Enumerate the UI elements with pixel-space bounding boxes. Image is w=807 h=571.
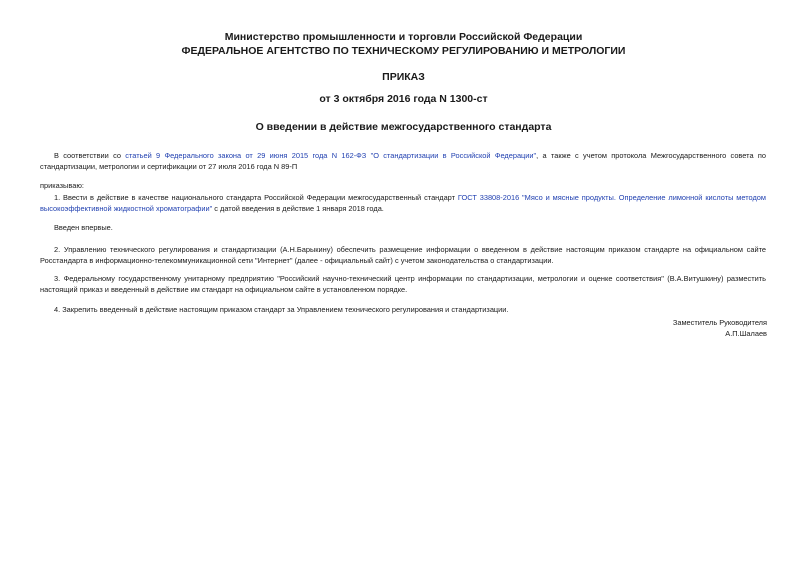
document-title: О введении в действие межгосударственного стандарта bbox=[255, 121, 552, 133]
preamble-suffix: , а также с учетом протокола Межгосударственного совета по стандартизации, метрологии и сертификации от 27 июля 2016 года N 89-П bbox=[40, 151, 766, 171]
preamble-paragraph bbox=[40, 150, 766, 172]
item-4-paragraph: 4. Закрепить введенный в действие настоящим приказом стандарт за Управлением технического регулирования и стандартизации. bbox=[54, 305, 509, 314]
document-date-number: от 3 октября 2016 года N 1300-ст bbox=[319, 93, 488, 105]
ministry-heading: Министерство промышленности и торговли Российской Федерации bbox=[224, 31, 583, 43]
item-1-prefix: 1. Ввести в действие в качестве национального стандарта Российской Федерации межгосударственный стандарт bbox=[54, 193, 458, 202]
item-1-paragraph bbox=[40, 192, 766, 214]
item-3-paragraph: 3. Федеральному государственному унитарному предприятию "Российский научно-технический центр информации по стандартизации, метрологии и оценке соответствия" (В.А.Витушкину) разместить настоящий приказ и введенный в действие им стандарт на официальном сайте в установленном порядке. bbox=[40, 274, 766, 294]
federal-law-link[interactable]: статьей 9 Федерального закона от 29 июня 2015 года N 162-ФЗ "О стандартизации в Российской Федерации" bbox=[125, 151, 537, 160]
document-type: ПРИКАЗ bbox=[382, 71, 425, 83]
agency-heading: ФЕДЕРАЛЬНОЕ АГЕНТСТВО ПО ТЕХНИЧЕСКОМУ РЕГУЛИРОВАНИЮ И МЕТРОЛОГИИ bbox=[181, 45, 626, 57]
gost-standard-link[interactable]: ГОСТ 33808-2016 "Мясо и мясные продукты. Определение лимонной кислоты методом высокоэффективной жидкостной хроматографии" bbox=[40, 193, 766, 213]
signatory-position: Заместитель Руководителя bbox=[672, 318, 767, 327]
introduced-first-note: Введен впервые. bbox=[54, 223, 113, 232]
item-1-suffix: с датой введения в действие 1 января 2018 года. bbox=[212, 204, 384, 213]
item-2-paragraph: 2. Управлению технического регулирования и стандартизации (А.Н.Барыкину) обеспечить размещение информации о введенном в действие настоящим приказом стандарте на официальном сайте Росстандарта в информационно-телекоммуникационной сети "Интернет" (далее - официальный сайт) с учетом законодательства о стандартизации. bbox=[40, 245, 766, 265]
signatory-name: А.П.Шалаев bbox=[725, 329, 767, 338]
order-verb: приказываю: bbox=[40, 181, 84, 190]
preamble-prefix: В соответствии со bbox=[54, 151, 126, 160]
